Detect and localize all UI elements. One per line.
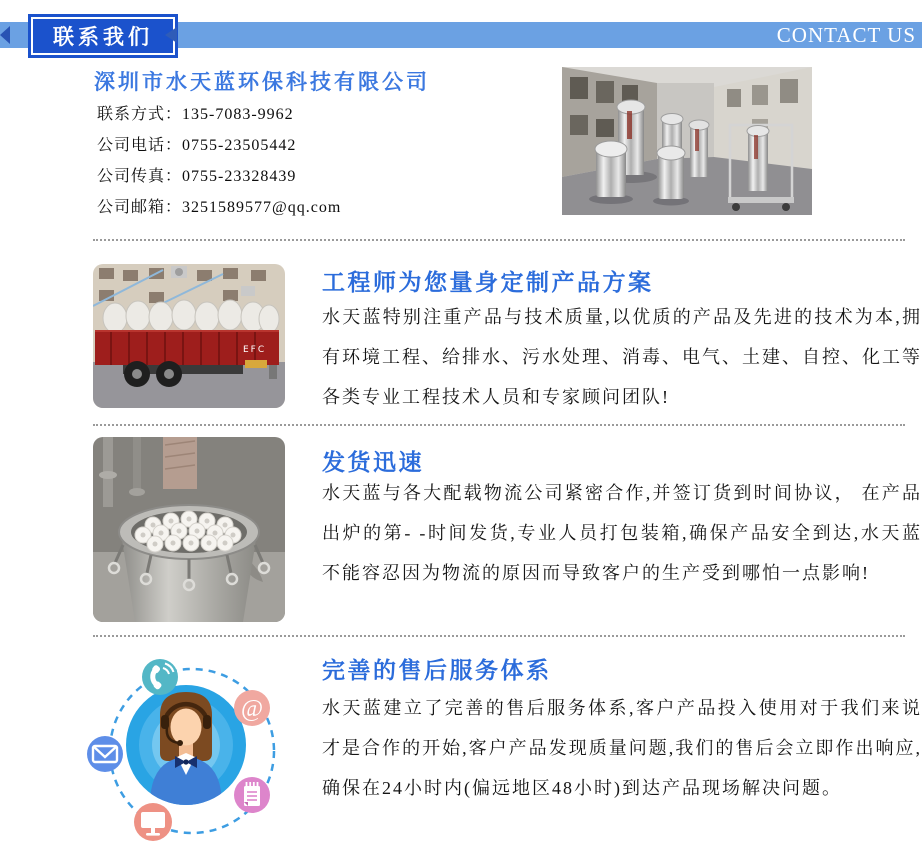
section-text: 水天蓝建立了完善的售后服务体系,客户产品投入使用对于我们来说才是合作的开始,客户产品发现质量问题,我们的售后会立即作出响应,确保在24小时内(偏远地区48小时)到达产品现场解决问题。 (322, 698, 922, 798)
svg-text:EFC: EFC (243, 345, 267, 355)
company-name: 深圳市水天蓝环保科技有限公司 (94, 70, 430, 94)
envelope-icon (87, 736, 123, 772)
contact-value: 3251589577@qq.com (182, 199, 342, 216)
monitor-icon (134, 803, 172, 841)
contact-label: 公司传真： (97, 168, 183, 185)
contact-us-cn-label: 联系我们 (31, 17, 175, 55)
section-divider (93, 239, 905, 241)
notepad-icon (234, 777, 270, 813)
contact-info-list (97, 99, 341, 223)
svg-text:@: @ (240, 696, 264, 722)
section-title: 工程师为您量身定制产品方案 (322, 270, 654, 295)
contact-row-mobile (97, 99, 341, 130)
contact-value: 0755-23328439 (182, 168, 297, 185)
header-left-arrow-icon (0, 26, 10, 44)
section-divider (93, 424, 905, 426)
contact-row-email (97, 192, 341, 223)
section-title: 发货迅速 (322, 450, 424, 475)
loaded-truck-photo (93, 264, 285, 408)
phone-icon (142, 659, 178, 695)
customer-service-illustration (80, 645, 280, 848)
contact-label: 公司邮箱： (97, 199, 183, 216)
contact-us-en-label: CONTACT US (776, 23, 916, 47)
stainless-steel-filter-equipment-photo (562, 67, 812, 215)
section-divider (93, 635, 905, 637)
contact-us-ribbon (28, 14, 178, 58)
at-icon (234, 690, 270, 726)
support-agent-avatar (150, 692, 222, 805)
contact-value: 0755-23505442 (182, 137, 297, 154)
section-title: 完善的售后服务体系 (322, 658, 552, 683)
filter-vessel-photo (93, 437, 285, 622)
contact-row-fax (97, 161, 341, 192)
section-text: 水天蓝与各大配载物流公司紧密合作,并签订货到时间协议， 在产品出炉的第- -时间发货,专业人员打包装箱,确保产品安全到达,水天蓝不能容忍因为物流的原因而导致客户的生产受到哪怕一点影响! (322, 483, 922, 583)
contact-row-phone (97, 130, 341, 161)
section-text: 水天蓝特别注重产品与技术质量,以优质的产品及先进的技术为本,拥有环境工程、给排水、污水处理、消毒、电气、土建、自控、化工等各类专业工程技术人员和专家顾问团队! (322, 307, 922, 407)
contact-label: 联系方式： (97, 106, 183, 123)
contact-label: 公司电话： (97, 137, 183, 154)
contact-value: 135-7083-9962 (182, 106, 294, 123)
ribbon-arrow-icon (165, 27, 177, 43)
